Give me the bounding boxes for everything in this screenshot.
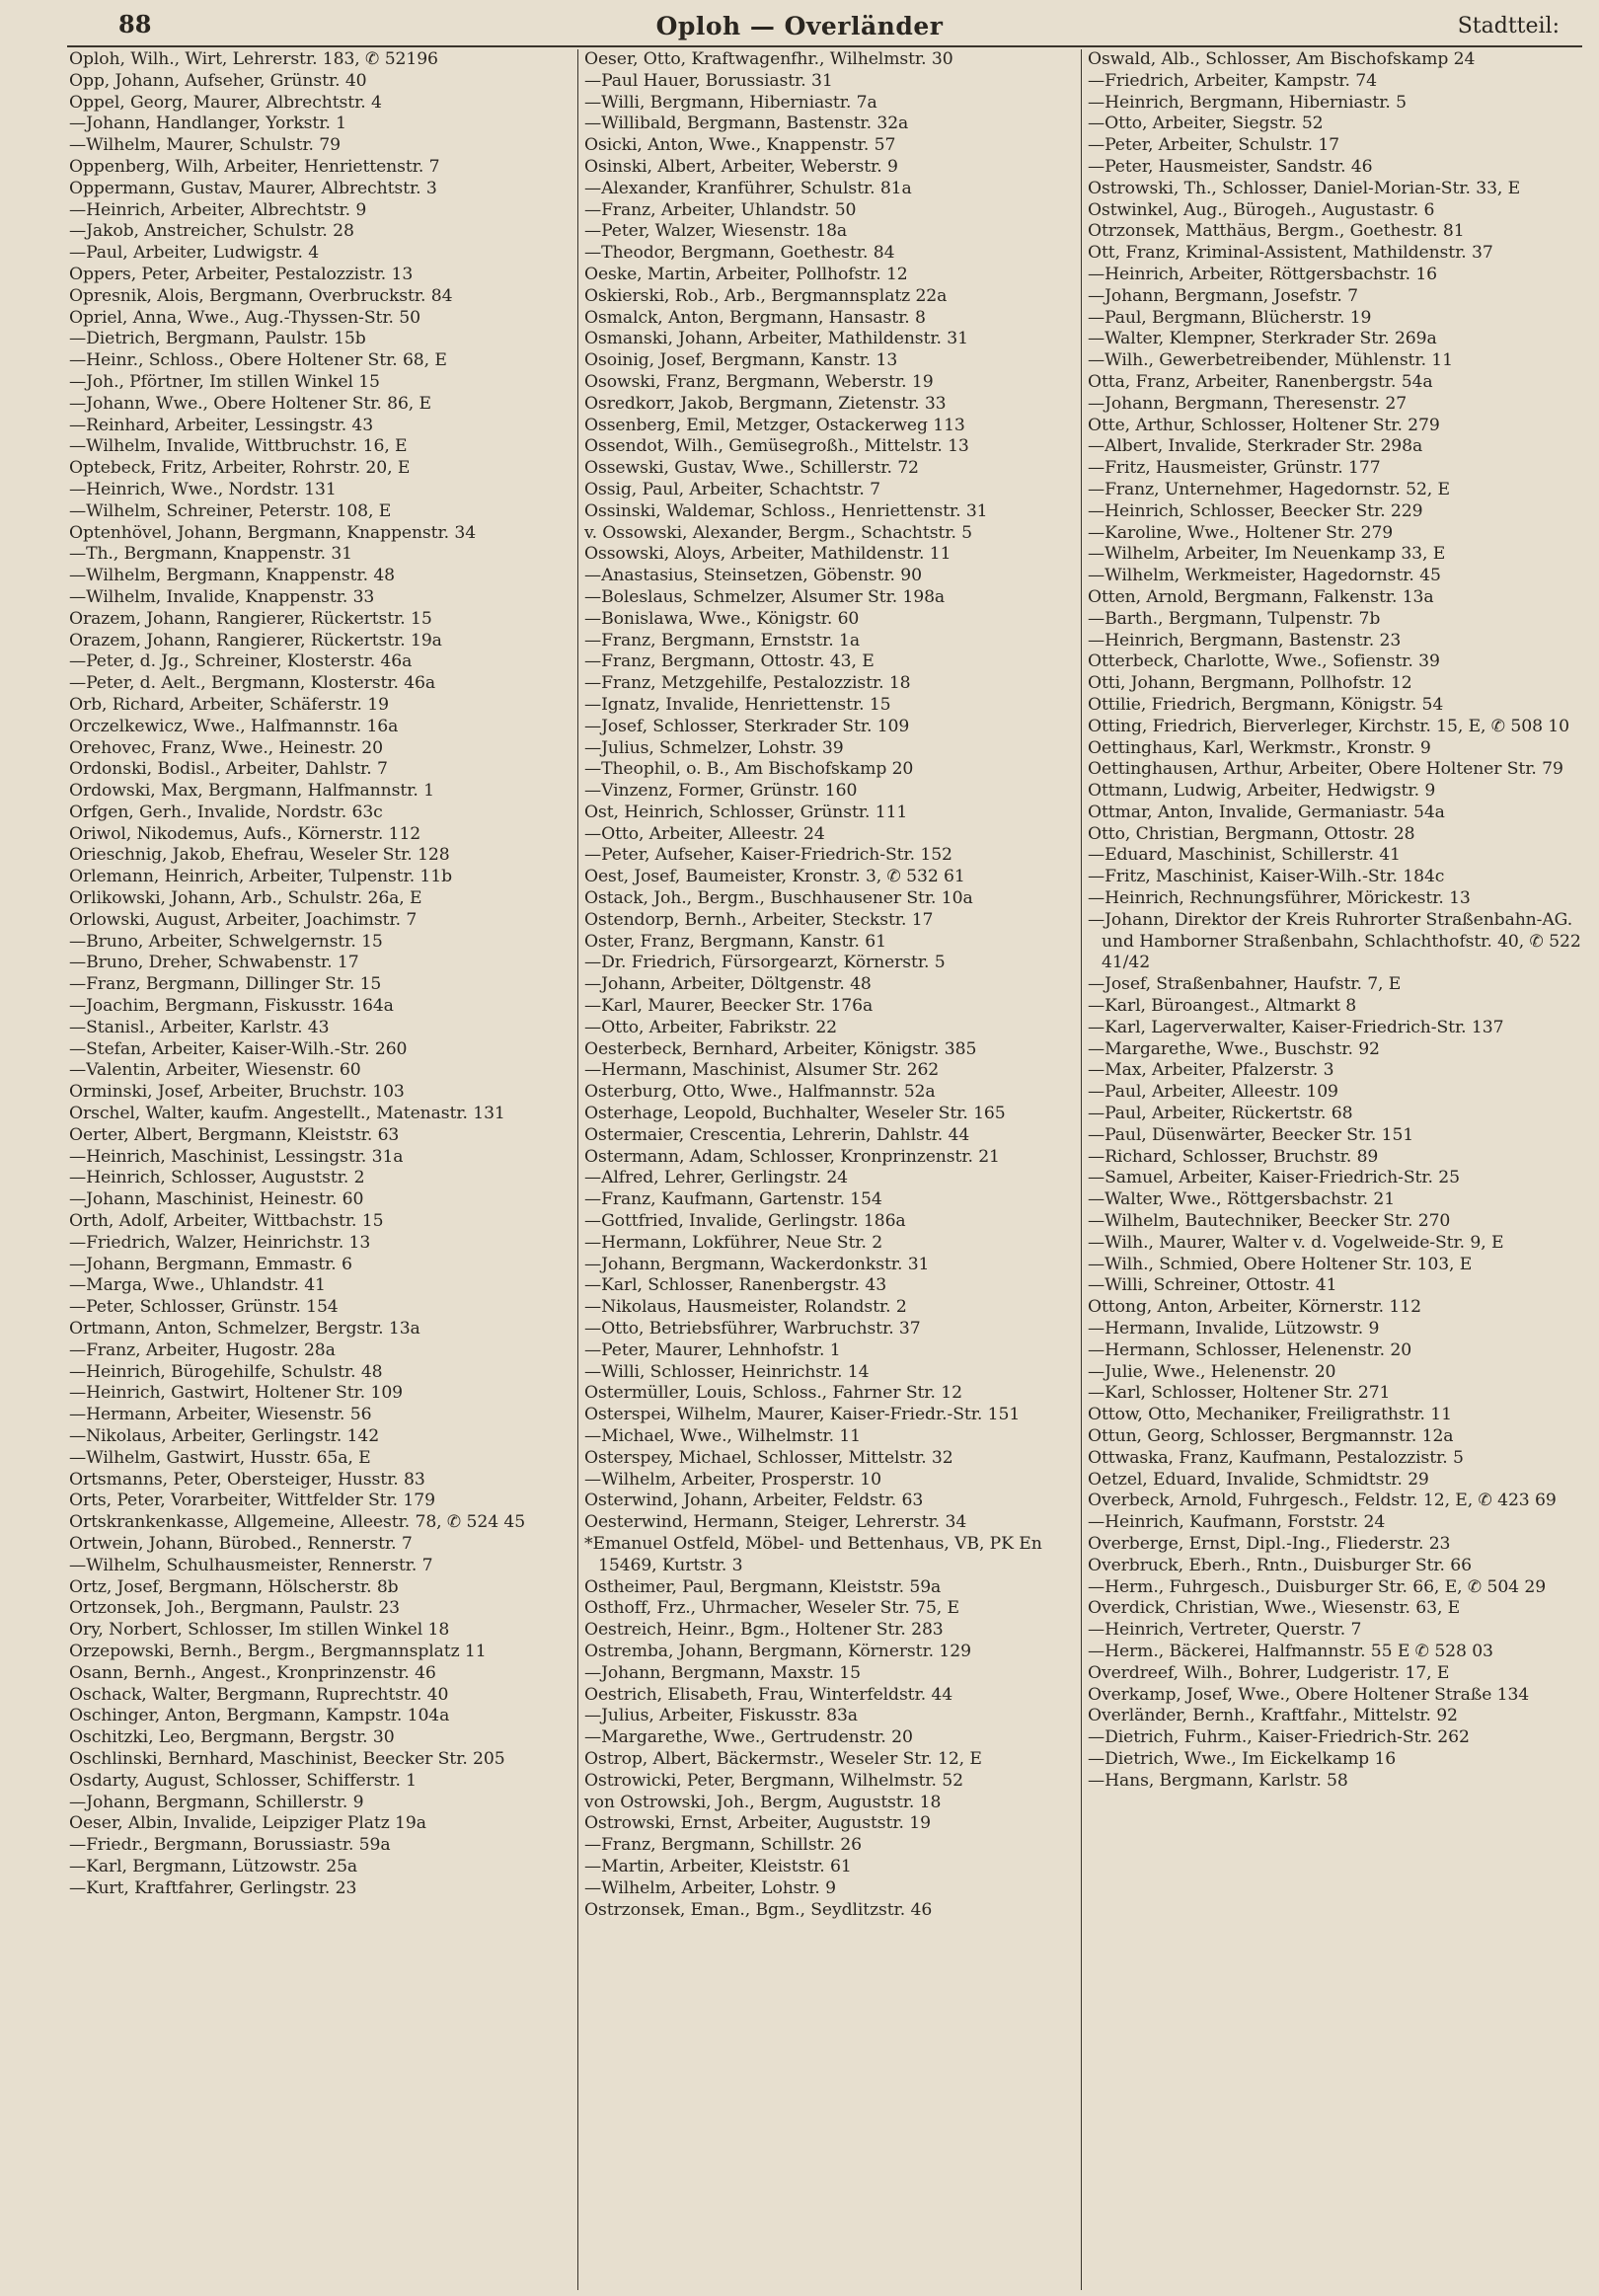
directory-entry: —Johann, Handlanger, Yorkstr. 1: [69, 114, 347, 134]
directory-entry: —Heinrich, Vertreter, Querstr. 7: [1088, 1620, 1362, 1641]
directory-entry: —Walter, Wwe., Röttgersbachstr. 21: [1088, 1189, 1396, 1210]
directory-entry: Ordowski, Max, Bergmann, Halfmannstr. 1: [69, 781, 434, 802]
directory-entry: —Wilhelm, Schreiner, Peterstr. 108, E: [69, 500, 392, 521]
directory-entry: Osdarty, August, Schlosser, Schifferstr. 1: [69, 1770, 418, 1791]
directory-entry: Osicki, Anton, Wwe., Knappenstr. 57: [584, 135, 896, 156]
directory-entry: Ossinski, Waldemar, Schloss., Henriettenstr. 31: [584, 500, 988, 521]
directory-entry: —Richard, Schlosser, Bruchstr. 89: [1088, 1146, 1379, 1167]
directory-entry: Orczelkewicz, Wwe., Halfmannstr. 16a: [69, 716, 399, 736]
directory-entry: —Willi, Bergmann, Hiberniastr. 7a: [584, 92, 877, 113]
directory-entry: —Th., Bergmann, Knappenstr. 31: [69, 544, 352, 565]
header-rule: [67, 45, 1582, 47]
directory-entry: Oster, Franz, Bergmann, Kanstr. 61: [584, 931, 886, 952]
directory-entry: —Wilhelm, Werkmeister, Hagedornstr. 45: [1088, 566, 1441, 586]
column-1: [69, 49, 571, 2290]
directory-entry: —Nikolaus, Arbeiter, Gerlingstr. 142: [69, 1426, 380, 1446]
directory-entry: —Nikolaus, Hausmeister, Rolandstr. 2: [584, 1297, 907, 1318]
page-number: 88: [118, 10, 152, 38]
directory-entry: Ottmar, Anton, Invalide, Germaniastr. 54a: [1088, 802, 1445, 822]
directory-entry: —Willibald, Bergmann, Bastenstr. 32a: [584, 114, 909, 134]
directory-entry: —Paul, Arbeiter, Rückertstr. 68: [1088, 1104, 1353, 1124]
directory-entry: Opp, Johann, Aufseher, Grünstr. 40: [69, 70, 367, 91]
directory-entry: —Karoline, Wwe., Holtener Str. 279: [1088, 522, 1394, 543]
directory-entry: —Karl, Schlosser, Ranenbergstr. 43: [584, 1275, 887, 1296]
directory-entry: —Paul, Bergmann, Blücherstr. 19: [1088, 307, 1372, 328]
directory-entry: Overbruck, Eberh., Rntn., Duisburger Str. 66: [1088, 1555, 1472, 1575]
directory-entry: von Ostrowski, Joh., Bergm, Auguststr. 18: [584, 1792, 942, 1812]
directory-entry: Oschack, Walter, Bergmann, Ruprechtstr. 40: [69, 1684, 449, 1705]
directory-entry: —Franz, Bergmann, Ernststr. 1a: [584, 630, 860, 651]
directory-entry: *Emanuel Ostfeld, Möbel- und Bettenhaus, VB, PK En 15469, Kurtstr. 3: [584, 1533, 1042, 1575]
directory-entry: Otrzonsek, Matthäus, Bergm., Goethestr. 81: [1088, 221, 1465, 242]
directory-entry: —Wilhelm, Bautechniker, Beecker Str. 270: [1088, 1211, 1451, 1232]
directory-entry: —Wilhelm, Invalide, Wittbruchstr. 16, E: [69, 436, 408, 457]
directory-entry: Osmanski, Johann, Arbeiter, Mathildenstr. 31: [584, 329, 968, 349]
column-3: [1081, 49, 1589, 2290]
directory-entry: Orazem, Johann, Rangierer, Rückertstr. 19a: [69, 630, 442, 651]
directory-entry: —Johann, Direktor der Kreis Ruhrorter Straßenbahn-AG. und Hamborner Straßenbahn, Schlachthofstr. 40, ✆ 522 41/42: [1088, 909, 1581, 973]
directory-entry: Otta, Franz, Arbeiter, Ranenbergstr. 54a: [1088, 371, 1433, 392]
directory-entry: Ossewski, Gustav, Wwe., Schillerstr. 72: [584, 458, 919, 479]
directory-entry: —Joh., Pförtner, Im stillen Winkel 15: [69, 371, 380, 392]
directory-entry: Oppenberg, Wilh, Arbeiter, Henriettenstr. 7: [69, 156, 440, 177]
directory-entry: —Friedr., Bergmann, Borussiastr. 59a: [69, 1835, 391, 1856]
directory-entry: —Johann, Bergmann, Schillerstr. 9: [69, 1792, 364, 1812]
directory-entry: —Reinhard, Arbeiter, Lessingstr. 43: [69, 415, 374, 435]
directory-entry: Ordonski, Bodisl., Arbeiter, Dahlstr. 7: [69, 759, 388, 780]
directory-entry: Ossig, Paul, Arbeiter, Schachtstr. 7: [584, 479, 880, 499]
directory-entry: —Franz, Arbeiter, Uhlandstr. 50: [584, 199, 857, 220]
directory-entry: Osmalck, Anton, Bergmann, Hansastr. 8: [584, 307, 926, 328]
directory-entry: —Margarethe, Wwe., Buschstr. 92: [1088, 1038, 1380, 1059]
directory-entry: —Paul, Düsenwärter, Beecker Str. 151: [1088, 1124, 1414, 1145]
directory-entry: —Johann, Bergmann, Theresenstr. 27: [1088, 393, 1408, 414]
directory-entry: —Heinrich, Bürogehilfe, Schulstr. 48: [69, 1361, 383, 1382]
directory-entry: —Theodor, Bergmann, Goethestr. 84: [584, 243, 895, 264]
directory-entry: Ottun, Georg, Schlosser, Bergmannstr. 12a: [1088, 1426, 1454, 1446]
directory-entry: Orfgen, Gerh., Invalide, Nordstr. 63c: [69, 802, 383, 822]
directory-entry: Ortmann, Anton, Schmelzer, Bergstr. 13a: [69, 1319, 420, 1339]
directory-entry: Osterhage, Leopold, Buchhalter, Weseler Str. 165: [584, 1104, 1006, 1124]
directory-entry: Ortwein, Johann, Bürobed., Rennerstr. 7: [69, 1533, 413, 1554]
directory-entry: —Fritz, Hausmeister, Grünstr. 177: [1088, 458, 1381, 479]
directory-entry: —Karl, Büroangest., Altmarkt 8: [1088, 996, 1357, 1017]
directory-entry: Orieschnig, Jakob, Ehefrau, Weseler Str. 128: [69, 845, 450, 866]
directory-entry: Oschlinski, Bernhard, Maschinist, Beecker Str. 205: [69, 1748, 505, 1769]
directory-entry: —Joachim, Bergmann, Fiskusstr. 164a: [69, 996, 394, 1017]
directory-entry: Overdreef, Wilh., Bohrer, Ludgeristr. 17, E: [1088, 1662, 1450, 1683]
directory-entry: Osredkorr, Jakob, Bergmann, Zietenstr. 33: [584, 393, 947, 414]
directory-entry: —Peter, Schlosser, Grünstr. 154: [69, 1297, 339, 1318]
directory-entry: Ossenberg, Emil, Metzger, Ostackerweg 113: [584, 415, 965, 435]
directory-entry: Ostheimer, Paul, Bergmann, Kleiststr. 59a: [584, 1576, 942, 1597]
directory-entry: Orlowski, August, Arbeiter, Joachimstr. 7: [69, 909, 418, 930]
directory-entry: —Johann, Wwe., Obere Holtener Str. 86, E: [69, 393, 431, 414]
directory-entry: —Johann, Arbeiter, Döltgenstr. 48: [584, 974, 872, 995]
directory-entry: —Johann, Maschinist, Heinestr. 60: [69, 1189, 364, 1210]
directory-entry: Ostrzonsek, Eman., Bgm., Seydlitzstr. 46: [584, 1899, 933, 1920]
directory-entry: Oskierski, Rob., Arb., Bergmannsplatz 22a: [584, 285, 948, 306]
directory-entry: Oploh, Wilh., Wirt, Lehrerstr. 183, ✆ 52196: [69, 49, 438, 69]
directory-entry: —Jakob, Anstreicher, Schulstr. 28: [69, 221, 354, 242]
directory-entry: —Johann, Bergmann, Emmastr. 6: [69, 1254, 352, 1274]
directory-entry: Ostermaier, Crescentia, Lehrerin, Dahlstr. 44: [584, 1124, 970, 1145]
directory-entry: Overkamp, Josef, Wwe., Obere Holtener Straße 134: [1088, 1684, 1530, 1705]
directory-entry: —Marga, Wwe., Uhlandstr. 41: [69, 1275, 326, 1296]
directory-entry: Optenhövel, Johann, Bergmann, Knappenstr. 34: [69, 522, 477, 543]
directory-entry: —Theophil, o. B., Am Bischofskamp 20: [584, 759, 914, 780]
directory-entry: Ostermüller, Louis, Schloss., Fahrner Str. 12: [584, 1383, 962, 1404]
directory-entry: —Paul Hauer, Borussiastr. 31: [584, 70, 833, 91]
directory-entry: —Karl, Bergmann, Lützowstr. 25a: [69, 1856, 358, 1876]
directory-entry: Oppers, Peter, Arbeiter, Pestalozzistr. 13: [69, 264, 414, 284]
directory-entry: Ottmann, Ludwig, Arbeiter, Hedwigstr. 9: [1088, 781, 1436, 802]
directory-entry: —Kurt, Kraftfahrer, Gerlingstr. 23: [69, 1877, 357, 1898]
directory-entry: —Peter, d. Aelt., Bergmann, Klosterstr. 46a: [69, 673, 436, 694]
directory-entry: Overdick, Christian, Wwe., Wiesenstr. 63, E: [1088, 1598, 1461, 1619]
directory-entry: —Samuel, Arbeiter, Kaiser-Friedrich-Str. 25: [1088, 1168, 1460, 1188]
directory-entry: —Peter, d. Jg., Schreiner, Klosterstr. 46a: [69, 651, 413, 672]
directory-entry: —Wilhelm, Arbeiter, Lohstr. 9: [584, 1877, 836, 1898]
directory-entry: Ortzonsek, Joh., Bergmann, Paulstr. 23: [69, 1598, 401, 1619]
directory-entry: Osann, Bernh., Angest., Kronprinzenstr. 46: [69, 1662, 436, 1683]
directory-entry: Osterwind, Johann, Arbeiter, Feldstr. 63: [584, 1491, 924, 1511]
directory-entry: —Karl, Maurer, Beecker Str. 176a: [584, 996, 874, 1017]
directory-entry: Overbeck, Arnold, Fuhrgesch., Feldstr. 12, E, ✆ 423 69: [1088, 1491, 1557, 1511]
directory-entry: —Paul, Arbeiter, Ludwigstr. 4: [69, 243, 320, 264]
directory-entry: —Wilhelm, Arbeiter, Prosperstr. 10: [584, 1469, 881, 1490]
directory-entry: Oestreich, Heinr., Bgm., Holtener Str. 283: [584, 1620, 944, 1641]
directory-entry: —Eduard, Maschinist, Schillerstr. 41: [1088, 845, 1401, 866]
directory-entry: Ottong, Anton, Arbeiter, Körnerstr. 112: [1088, 1297, 1421, 1318]
directory-entry: —Heinrich, Bergmann, Hiberniastr. 5: [1088, 92, 1407, 113]
directory-entry: —Hermann, Schlosser, Helenenstr. 20: [1088, 1339, 1412, 1360]
directory-entry: Ost, Heinrich, Schlosser, Grünstr. 111: [584, 802, 908, 822]
directory-entry: —Heinrich, Arbeiter, Albrechtstr. 9: [69, 199, 367, 220]
directory-entry: Oeser, Albin, Invalide, Leipziger Platz 19a: [69, 1813, 426, 1834]
directory-entry: —Martin, Arbeiter, Kleiststr. 61: [584, 1856, 852, 1876]
directory-entry: Oeser, Otto, Kraftwagenfhr., Wilhelmstr. 30: [584, 49, 953, 69]
directory-entry: Orth, Adolf, Arbeiter, Wittbachstr. 15: [69, 1211, 384, 1232]
directory-entry: Otten, Arnold, Bergmann, Falkenstr. 13a: [1088, 586, 1434, 607]
directory-entry: —Heinrich, Arbeiter, Röttgersbachstr. 16: [1088, 264, 1437, 284]
directory-entry: —Stefan, Arbeiter, Kaiser-Wilh.-Str. 260: [69, 1038, 408, 1059]
directory-entry: Ostrowski, Th., Schlosser, Daniel-Morian-Str. 33, E: [1088, 178, 1521, 198]
directory-entry: Otti, Johann, Bergmann, Pollhofstr. 12: [1088, 673, 1412, 694]
directory-entry: Osterspei, Wilhelm, Maurer, Kaiser-Friedr.-Str. 151: [584, 1405, 1021, 1425]
directory-entry: Ory, Norbert, Schlosser, Im stillen Winkel 18: [69, 1620, 450, 1641]
directory-entry: Oest, Josef, Baumeister, Kronstr. 3, ✆ 532 61: [584, 867, 965, 887]
directory-entry: —Max, Arbeiter, Pfalzerstr. 3: [1088, 1060, 1334, 1081]
directory-entry: —Michael, Wwe., Wilhelmstr. 11: [584, 1426, 862, 1446]
directory-entry: Orehovec, Franz, Wwe., Heinestr. 20: [69, 737, 383, 758]
directory-entry: —Wilhelm, Gastwirt, Husstr. 65a, E: [69, 1447, 371, 1468]
directory-entry: —Vinzenz, Former, Grünstr. 160: [584, 781, 858, 802]
directory-entry: —Otto, Arbeiter, Siegstr. 52: [1088, 114, 1324, 134]
directory-entry: —Wilhelm, Maurer, Schulstr. 79: [69, 135, 341, 156]
directory-entry: —Dietrich, Bergmann, Paulstr. 15b: [69, 329, 366, 349]
directory-entry: —Franz, Metzgehilfe, Pestalozzistr. 18: [584, 673, 911, 694]
directory-entry: —Paul, Arbeiter, Alleestr. 109: [1088, 1082, 1338, 1103]
directory-entry: —Friedrich, Walzer, Heinrichstr. 13: [69, 1232, 371, 1253]
directory-entry: —Heinrich, Schlosser, Beecker Str. 229: [1088, 500, 1423, 521]
directory-entry: Otterbeck, Charlotte, Wwe., Sofienstr. 39: [1088, 651, 1440, 672]
directory-entry: —Julius, Arbeiter, Fiskusstr. 83a: [584, 1706, 858, 1726]
directory-entry: —Heinr., Schloss., Obere Holtener Str. 68, E: [69, 350, 447, 371]
directory-entry: —Julie, Wwe., Helenenstr. 20: [1088, 1361, 1336, 1382]
directory-entry: —Bruno, Dreher, Schwabenstr. 17: [69, 953, 359, 973]
district-label: Stadtteil:: [1457, 14, 1560, 38]
directory-entry: —Bruno, Arbeiter, Schwelgernstr. 15: [69, 931, 383, 952]
directory-entry: Orts, Peter, Vorarbeiter, Wittfelder Str. 179: [69, 1491, 435, 1511]
directory-entry: Ott, Franz, Kriminal-Assistent, Mathildenstr. 37: [1088, 243, 1493, 264]
directory-entry: Orazem, Johann, Rangierer, Rückertstr. 15: [69, 608, 432, 629]
directory-entry: Opriel, Anna, Wwe., Aug.-Thyssen-Str. 50: [69, 307, 420, 328]
directory-entry: —Franz, Kaufmann, Gartenstr. 154: [584, 1189, 882, 1210]
directory-entry: Orlikowski, Johann, Arb., Schulstr. 26a, E: [69, 888, 422, 909]
directory-entry: Otting, Friedrich, Bierverleger, Kirchstr. 15, E, ✆ 508 10: [1088, 716, 1569, 736]
directory-entry: —Josef, Schlosser, Sterkrader Str. 109: [584, 716, 910, 736]
directory-entry: —Wilhelm, Schulhausmeister, Rennerstr. 7: [69, 1555, 433, 1575]
directory-entry: —Willi, Schreiner, Ottostr. 41: [1088, 1275, 1337, 1296]
directory-entry: —Hermann, Lokführer, Neue Str. 2: [584, 1232, 883, 1253]
directory-entry: —Franz, Arbeiter, Hugostr. 28a: [69, 1339, 336, 1360]
directory-entry: —Johann, Bergmann, Wackerdonkstr. 31: [584, 1254, 930, 1274]
directory-entry: Opresnik, Alois, Bergmann, Overbruckstr. 84: [69, 285, 453, 306]
directory-entry: —Otto, Arbeiter, Alleestr. 24: [584, 823, 825, 844]
directory-entry: —Hermann, Maschinist, Alsumer Str. 262: [584, 1060, 940, 1081]
directory-entry: —Peter, Walzer, Wiesenstr. 18a: [584, 221, 848, 242]
directory-entry: —Heinrich, Wwe., Nordstr. 131: [69, 479, 337, 499]
directory-entry: Oschinger, Anton, Bergmann, Kampstr. 104a: [69, 1706, 450, 1726]
directory-entry: —Dietrich, Fuhrm., Kaiser-Friedrich-Str. 262: [1088, 1727, 1470, 1748]
directory-entry: Oetzel, Eduard, Invalide, Schmidtstr. 29: [1088, 1469, 1429, 1490]
page-title: Oploh — Overländer: [655, 12, 944, 40]
directory-entry: Ostack, Joh., Bergm., Buschhausener Str. 10a: [584, 888, 973, 909]
directory-entry: Optebeck, Fritz, Arbeiter, Rohrstr. 20, E: [69, 458, 411, 479]
directory-entry: —Peter, Aufseher, Kaiser-Friedrich-Str. 152: [584, 845, 952, 866]
directory-entry: Ortsmanns, Peter, Obersteiger, Husstr. 83: [69, 1469, 425, 1490]
directory-entry: Oppermann, Gustav, Maurer, Albrechtstr. 3: [69, 178, 437, 198]
directory-entry: —Heinrich, Maschinist, Lessingstr. 31a: [69, 1146, 404, 1167]
directory-entry: —Heinrich, Kaufmann, Forststr. 24: [1088, 1512, 1386, 1533]
directory-entry: —Alexander, Kranführer, Schulstr. 81a: [584, 178, 912, 198]
directory-entry: —Peter, Maurer, Lehnhofstr. 1: [584, 1339, 841, 1360]
directory-entry: —Wilh., Gewerbetreibender, Mühlenstr. 11: [1088, 350, 1453, 371]
directory-entry: —Hans, Bergmann, Karlstr. 58: [1088, 1770, 1348, 1791]
directory-entry: Ottilie, Friedrich, Bergmann, Königstr. 54: [1088, 694, 1444, 715]
directory-entry: Oestrich, Elisabeth, Frau, Winterfeldstr. 44: [584, 1684, 953, 1705]
directory-entry: Osoinig, Josef, Bergmann, Kanstr. 13: [584, 350, 898, 371]
directory-entry: Ostendorp, Bernh., Arbeiter, Steckstr. 17: [584, 909, 934, 930]
directory-entry: —Dietrich, Wwe., Im Eickelkamp 16: [1088, 1748, 1397, 1769]
directory-entry: —Alfred, Lehrer, Gerlingstr. 24: [584, 1168, 849, 1188]
directory-entry: —Heinrich, Rechnungsführer, Mörickestr. 13: [1088, 888, 1471, 909]
directory-entry: Ostrowski, Ernst, Arbeiter, Auguststr. 19: [584, 1813, 931, 1834]
directory-entry: —Franz, Bergmann, Ottostr. 43, E: [584, 651, 875, 672]
directory-entry: Otto, Christian, Bergmann, Ottostr. 28: [1088, 823, 1415, 844]
directory-entry: —Ignatz, Invalide, Henriettenstr. 15: [584, 694, 891, 715]
directory-entry: —Herm., Bäckerei, Halfmannstr. 55 E ✆ 528 03: [1088, 1641, 1493, 1661]
directory-entry: Orb, Richard, Arbeiter, Schäferstr. 19: [69, 694, 389, 715]
directory-entry: —Heinrich, Gastwirt, Holtener Str. 109: [69, 1383, 403, 1404]
directory-entry: —Valentin, Arbeiter, Wiesenstr. 60: [69, 1060, 361, 1081]
directory-entry: Ostremba, Johann, Bergmann, Körnerstr. 129: [584, 1641, 971, 1661]
directory-entry: —Margarethe, Wwe., Gertrudenstr. 20: [584, 1727, 913, 1748]
directory-entry: —Julius, Schmelzer, Lohstr. 39: [584, 737, 844, 758]
directory-entry: Ottwaska, Franz, Kaufmann, Pestalozzistr. 5: [1088, 1447, 1464, 1468]
directory-entry: Oesterwind, Hermann, Steiger, Lehrerstr. 34: [584, 1512, 967, 1533]
directory-entry: Osterspey, Michael, Schlosser, Mittelstr. 32: [584, 1447, 953, 1468]
directory-entry: Oettinghausen, Arthur, Arbeiter, Obere Holtener Str. 79: [1088, 759, 1563, 780]
directory-entry: Oeske, Martin, Arbeiter, Pollhofstr. 12: [584, 264, 908, 284]
directory-entry: —Peter, Hausmeister, Sandstr. 46: [1088, 156, 1373, 177]
directory-entry: —Josef, Straßenbahner, Haufstr. 7, E: [1088, 974, 1402, 995]
directory-entry: —Dr. Friedrich, Fürsorgearzt, Körnerstr. 5: [584, 953, 946, 973]
directory-entry: Ostermann, Adam, Schlosser, Kronprinzenstr. 21: [584, 1146, 1000, 1167]
directory-entry: Ossendot, Wilh., Gemüsegroßh., Mittelstr. 13: [584, 436, 969, 457]
directory-entry: Osinski, Albert, Arbeiter, Weberstr. 9: [584, 156, 898, 177]
directory-entry: Ortz, Josef, Bergmann, Hölscherstr. 8b: [69, 1576, 399, 1597]
directory-entry: —Karl, Lagerverwalter, Kaiser-Friedrich-Str. 137: [1088, 1017, 1504, 1037]
directory-entry: —Fritz, Maschinist, Kaiser-Wilh.-Str. 184c: [1088, 867, 1445, 887]
running-header: [0, 2, 1599, 51]
directory-entry: —Franz, Unternehmer, Hagedornstr. 52, E: [1088, 479, 1450, 499]
directory-entry: Ottow, Otto, Mechaniker, Freiligrathstr. 11: [1088, 1405, 1452, 1425]
directory-entry: —Wilh., Schmied, Obere Holtener Str. 103, E: [1088, 1254, 1473, 1274]
directory-entry: —Bonislawa, Wwe., Königstr. 60: [584, 608, 860, 629]
directory-entry: v. Ossowski, Alexander, Bergm., Schachtstr. 5: [584, 522, 973, 543]
directory-entry: Oesterbeck, Bernhard, Arbeiter, Königstr. 385: [584, 1038, 977, 1059]
directory-entry: —Barth., Bergmann, Tulpenstr. 7b: [1088, 608, 1381, 629]
directory-entry: Ostrowicki, Peter, Bergmann, Wilhelmstr. 52: [584, 1770, 963, 1791]
directory-entry: Overländer, Bernh., Kraftfahr., Mittelstr. 92: [1088, 1706, 1458, 1726]
directory-entry: Oswald, Alb., Schlosser, Am Bischofskamp 24: [1088, 49, 1476, 69]
directory-entry: —Wilhelm, Arbeiter, Im Neuenkamp 33, E: [1088, 544, 1446, 565]
directory-entry: Otte, Arthur, Schlosser, Holtener Str. 279: [1088, 415, 1440, 435]
directory-entry: Ostrop, Albert, Bäckermstr., Weseler Str. 12, E: [584, 1748, 982, 1769]
directory-entry: —Willi, Schlosser, Heinrichstr. 14: [584, 1361, 870, 1382]
directory-entry: Oppel, Georg, Maurer, Albrechtstr. 4: [69, 92, 382, 113]
directory-entry: Orschel, Walter, kaufm. Angestellt., Matenastr. 131: [69, 1104, 505, 1124]
directory-entry: Overberge, Ernst, Dipl.-Ing., Fliederstr. 23: [1088, 1533, 1451, 1554]
directory-entry: Oriwol, Nikodemus, Aufs., Körnerstr. 112: [69, 823, 421, 844]
directory-entry: —Hermann, Invalide, Lützowstr. 9: [1088, 1319, 1380, 1339]
directory-entry: —Johann, Bergmann, Josefstr. 7: [1088, 285, 1358, 306]
directory-entry: Osowski, Franz, Bergmann, Weberstr. 19: [584, 371, 934, 392]
directory-entry: —Otto, Arbeiter, Fabrikstr. 22: [584, 1017, 837, 1037]
directory-entry: —Herm., Fuhrgesch., Duisburger Str. 66, E, ✆ 504 29: [1088, 1576, 1547, 1597]
directory-entry: —Karl, Schlosser, Holtener Str. 271: [1088, 1383, 1391, 1404]
directory-entry: —Gottfried, Invalide, Gerlingstr. 186a: [584, 1211, 906, 1232]
directory-entry: —Franz, Bergmann, Dillinger Str. 15: [69, 974, 382, 995]
directory-entry: Oerter, Albert, Bergmann, Kleiststr. 63: [69, 1124, 400, 1145]
directory-entry: —Friedrich, Arbeiter, Kampstr. 74: [1088, 70, 1377, 91]
directory-entry: Oettinghaus, Karl, Werkmstr., Kronstr. 9: [1088, 737, 1431, 758]
directory-entry: Oschitzki, Leo, Bergmann, Bergstr. 30: [69, 1727, 395, 1748]
directory-entry: —Walter, Klempner, Sterkrader Str. 269a: [1088, 329, 1437, 349]
directory-entry: —Heinrich, Bergmann, Bastenstr. 23: [1088, 630, 1402, 651]
directory-entry: —Peter, Arbeiter, Schulstr. 17: [1088, 135, 1340, 156]
directory-entry: Osterburg, Otto, Wwe., Halfmannstr. 52a: [584, 1082, 936, 1103]
directory-entry: —Wilhelm, Bergmann, Knappenstr. 48: [69, 566, 395, 586]
directory-entry: Ossowski, Aloys, Arbeiter, Mathildenstr. 11: [584, 544, 952, 565]
directory-entry: Orminski, Josef, Arbeiter, Bruchstr. 103: [69, 1082, 405, 1103]
directory-entry: Orlemann, Heinrich, Arbeiter, Tulpenstr. 11b: [69, 867, 453, 887]
directory-entry: —Wilh., Maurer, Walter v. d. Vogelweide-Str. 9, E: [1088, 1232, 1504, 1253]
directory-entry: —Stanisl., Arbeiter, Karlstr. 43: [69, 1017, 330, 1037]
directory-entry: —Otto, Betriebsführer, Warbruchstr. 37: [584, 1319, 921, 1339]
directory-entry: —Johann, Bergmann, Maxstr. 15: [584, 1662, 861, 1683]
directory-entry: —Wilhelm, Invalide, Knappenstr. 33: [69, 586, 375, 607]
directory-entry: —Boleslaus, Schmelzer, Alsumer Str. 198a: [584, 586, 946, 607]
directory-entry: —Franz, Bergmann, Schillstr. 26: [584, 1835, 862, 1856]
directory-entry: —Anastasius, Steinsetzen, Göbenstr. 90: [584, 566, 922, 586]
column-2: [577, 49, 1086, 2290]
directory-entry: Ortskrankenkasse, Allgemeine, Alleestr. 78, ✆ 524 45: [69, 1512, 526, 1533]
directory-entry: —Heinrich, Schlosser, Auguststr. 2: [69, 1168, 365, 1188]
directory-entry: —Hermann, Arbeiter, Wiesenstr. 56: [69, 1405, 372, 1425]
directory-entry: Orzepowski, Bernh., Bergm., Bergmannsplatz 11: [69, 1641, 487, 1661]
directory-entry: Osthoff, Frz., Uhrmacher, Weseler Str. 75, E: [584, 1598, 959, 1619]
directory-entry: —Albert, Invalide, Sterkrader Str. 298a: [1088, 436, 1423, 457]
directory-entry: Ostwinkel, Aug., Bürogeh., Augustastr. 6: [1088, 199, 1435, 220]
